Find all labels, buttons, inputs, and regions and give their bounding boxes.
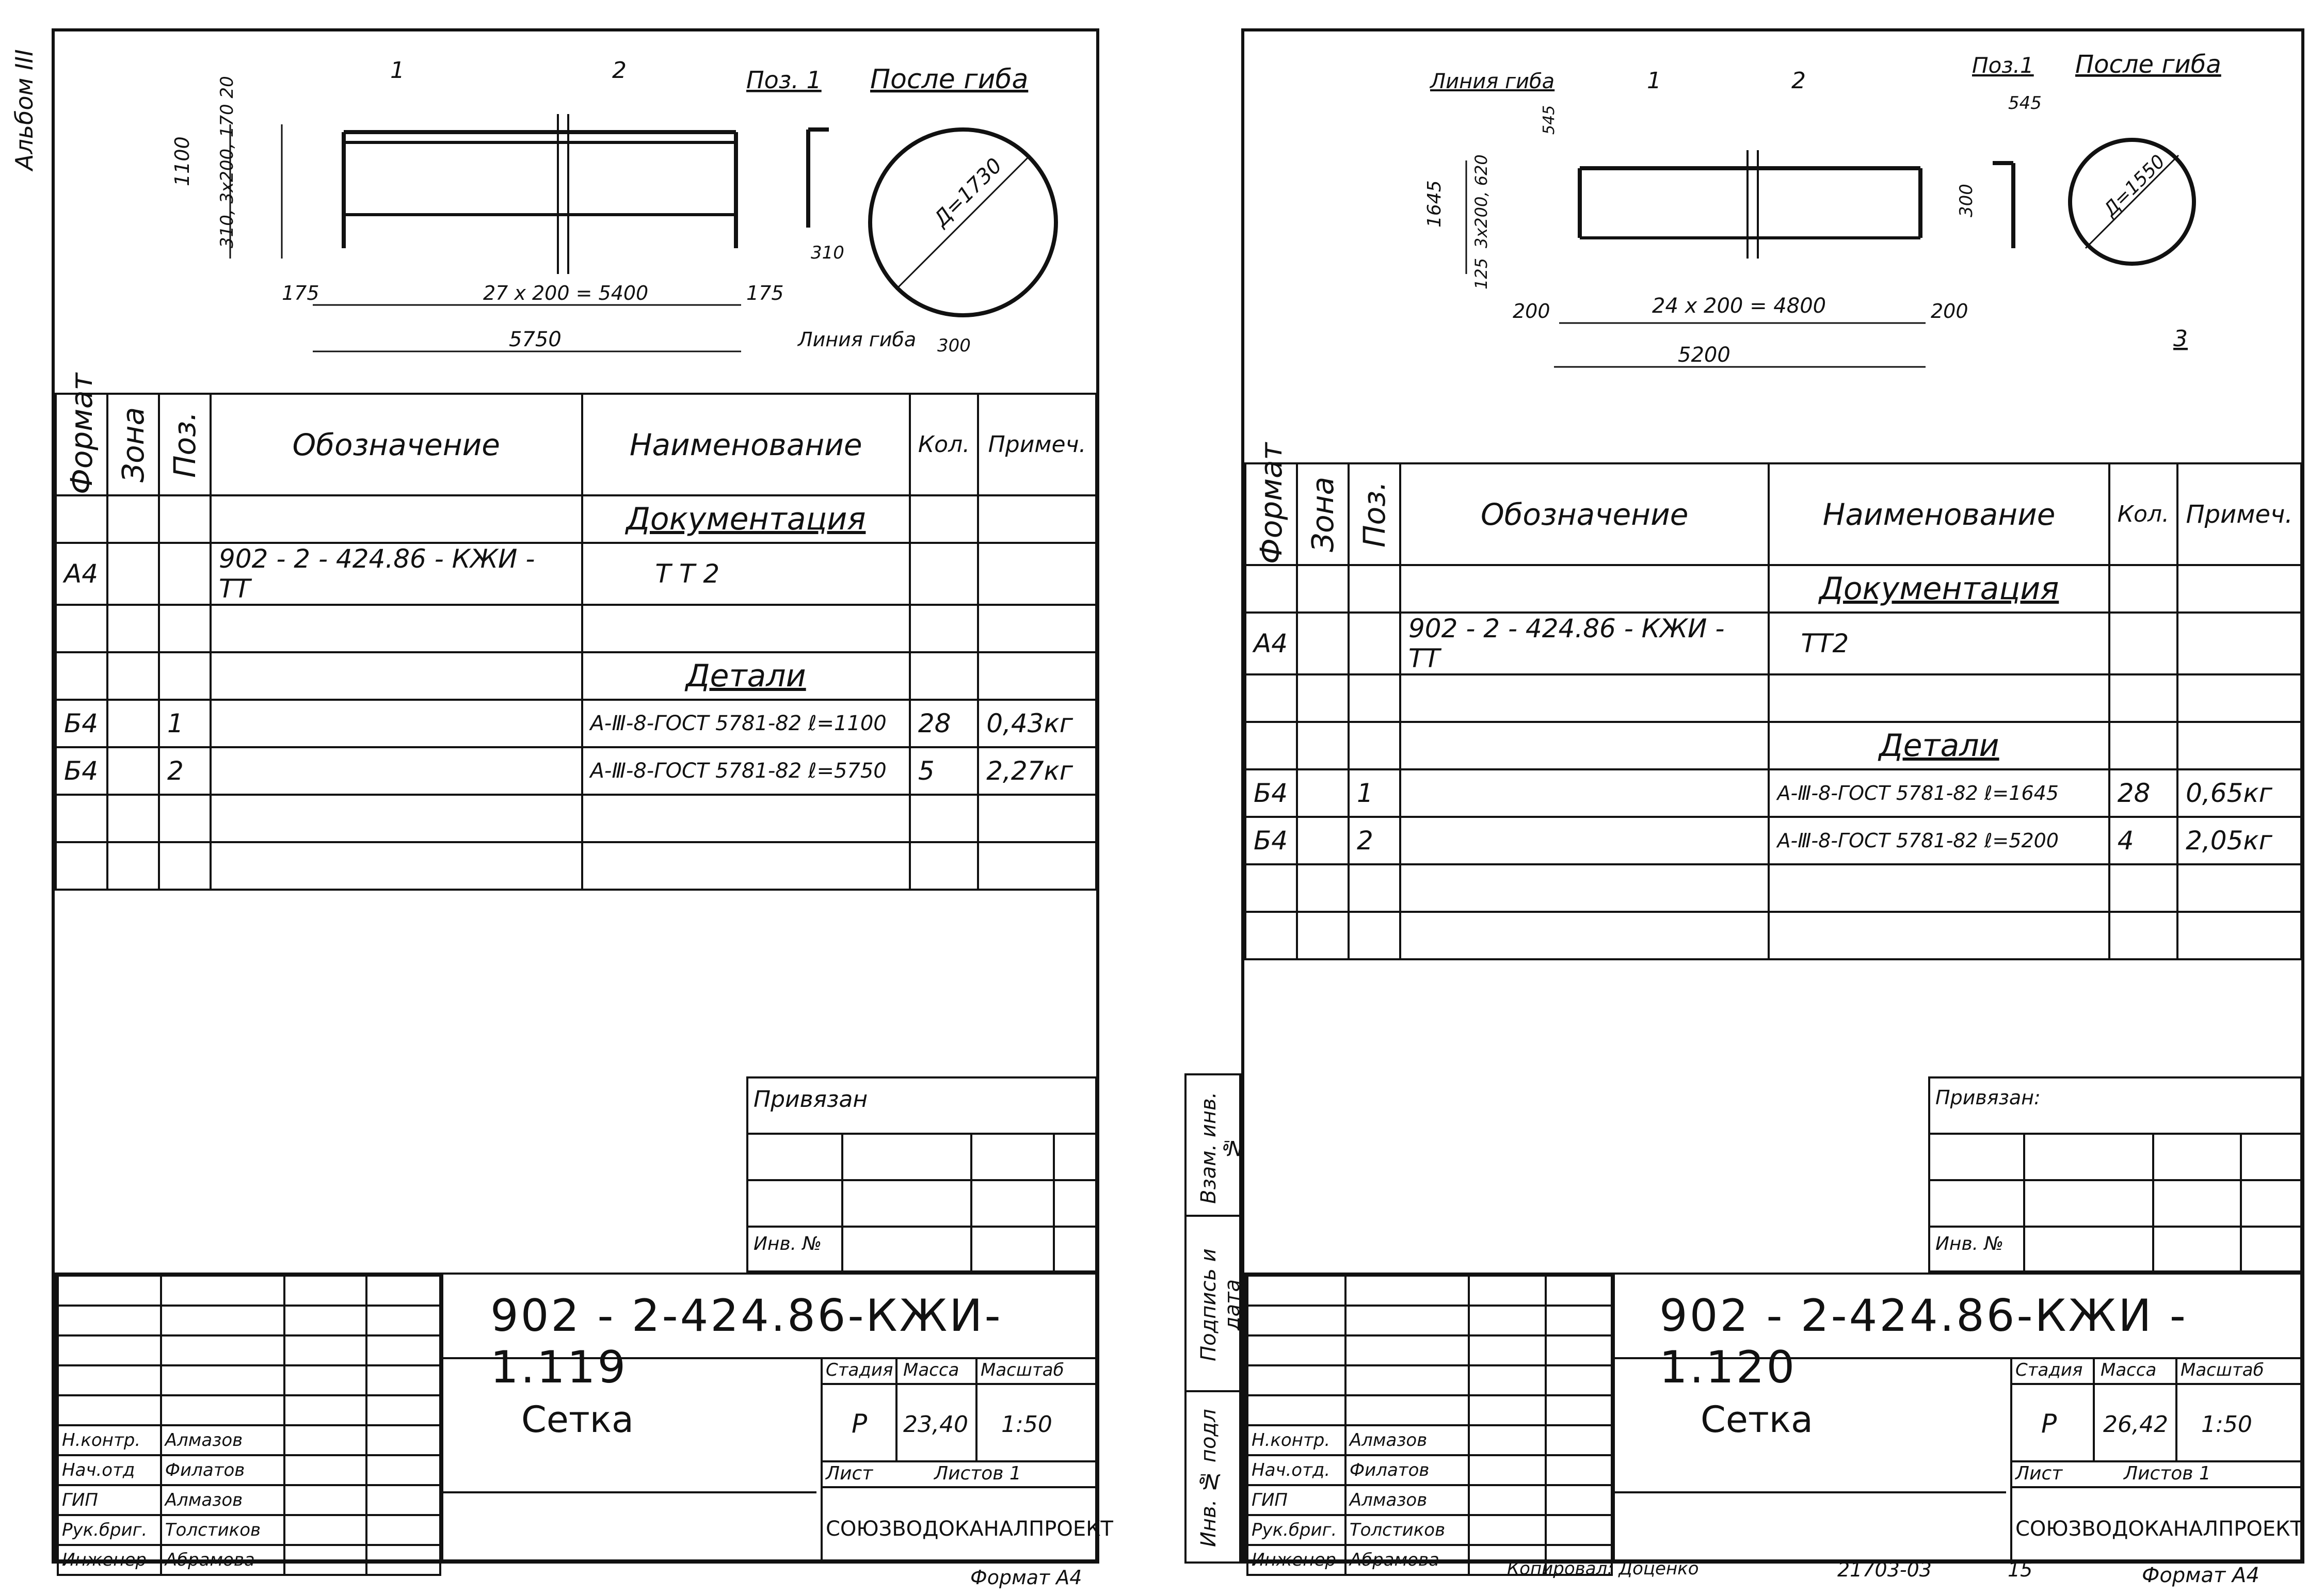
col-pos: Поз. [1349, 463, 1400, 565]
left-signature-table: Н.контр. Алмазов Нач.отд Филатов ГИП Алмазов Рук.бриг. Толстиков Инженер Абрамова [57, 1275, 441, 1576]
privyazan-label: Привязан: [1935, 1086, 2041, 1109]
scale-value: 1:50 [1001, 1411, 1052, 1438]
dim-total: 5200 [1678, 343, 1730, 367]
doc-designation: 902 - 2 - 424.86 - КЖИ - ТТ [1400, 613, 1769, 674]
bend-line-label: Линия гиба [1430, 70, 1555, 93]
doc-number: 902 - 2-424.86-КЖИ - 1.120 [1659, 1290, 2188, 1393]
right-rebar-drawing [1244, 31, 2302, 465]
col-pos: Поз. [159, 394, 211, 495]
order-number: 21703-03 [1837, 1558, 1932, 1581]
table-row: Б4 2 А-Ⅲ-8-ГОСТ 5781-82 ℓ=5750 5 2,27кг [56, 747, 1096, 795]
mass-label: Масса [2101, 1360, 2157, 1380]
privyazan-box [746, 1076, 1097, 1273]
doc-number: 902 - 2-424.86-КЖИ- 1.119 [490, 1290, 1003, 1393]
pos1-label: Поз.1 [1972, 53, 2034, 78]
doc-format: А4 [1245, 613, 1297, 674]
stage-value: Р [2041, 1409, 2057, 1439]
dim-300: 300 [937, 335, 971, 356]
sheet-label: Лист [2015, 1463, 2063, 1484]
col-note: Примеч. [978, 394, 1096, 495]
mass-value: 26,42 [2103, 1411, 2168, 1438]
dim-200a: 200 [1513, 300, 1550, 323]
col-qty: Кол. [910, 394, 978, 495]
left-title-block [55, 1273, 1113, 1570]
dim-310: 310 [811, 243, 844, 263]
privyazan-box [1928, 1076, 2302, 1273]
section-docs: Документация [1769, 565, 2109, 613]
side-stamp-column [1184, 1073, 1244, 1564]
dim-300: 300 [1956, 184, 1977, 217]
after-bend-label: После гиба [2075, 50, 2221, 79]
side-label-inv: Инв. № подл [1197, 1409, 1221, 1547]
col-designation: Обозначение [211, 394, 582, 495]
dim-200b: 200 [1931, 300, 1968, 323]
dim-total: 5750 [509, 328, 562, 351]
diameter-label: Д=1550 [2099, 151, 2170, 221]
callout-1: 1 [390, 57, 405, 84]
stage-label: Стадия [2015, 1360, 2083, 1380]
left-sheet [52, 28, 1113, 1570]
left-format-label: Формат А4 [970, 1566, 1082, 1589]
section-docs: Документация [582, 495, 910, 543]
col-format: Формат [1245, 463, 1297, 565]
dim-175b: 175 [746, 282, 784, 304]
left-spec-table [55, 373, 1097, 891]
col-zone: Зона [1297, 463, 1349, 565]
inv-no-label: Инв. № [754, 1233, 822, 1254]
side-label-replace: Взам. инв. № [1197, 1091, 1244, 1204]
section-parts: Детали [1769, 722, 2109, 769]
callout-2: 2 [1791, 68, 1806, 94]
org-name: СОЮЗВОДОКАНАЛПРОЕКТ [2015, 1517, 2303, 1541]
dim-1645: 1645 [1424, 180, 1445, 228]
dim-545b: 545 [2008, 93, 2042, 114]
scale-value: 1:50 [2201, 1411, 2252, 1438]
inv-no-label: Инв. № [1935, 1233, 2004, 1254]
table-row: Б4 1 А-Ⅲ-8-ГОСТ 5781-82 ℓ=1645 28 0,65кг [1245, 769, 2301, 817]
callout-3: 3 [2173, 326, 2188, 352]
after-bend-label: После гиба [870, 64, 1029, 95]
dim-span: 27 x 200 = 5400 [483, 282, 649, 304]
org-name: СОЮЗВОДОКАНАЛПРОЕКТ [826, 1517, 1113, 1541]
col-note: Примеч. [2177, 463, 2301, 565]
callout-1: 1 [1647, 68, 1661, 94]
stage-label: Стадия [826, 1360, 893, 1380]
album-label: Альбом III [10, 49, 38, 170]
scale-label: Масштаб [981, 1360, 1064, 1380]
doc-name: ТТ2 [1769, 613, 2109, 674]
sheet-title: Сетка [1701, 1398, 1813, 1441]
col-format: Формат [56, 394, 107, 495]
col-name: Наименование [582, 394, 910, 495]
dim-175a: 175 [282, 282, 319, 304]
dim-1100: 1100 [171, 136, 194, 186]
sheets-label: Листов 1 [934, 1463, 1021, 1484]
page-number: 15 [2008, 1558, 2033, 1581]
section-parts: Детали [582, 652, 910, 700]
col-designation: Обозначение [1400, 463, 1769, 565]
col-zone: Зона [107, 394, 159, 495]
sheet-title: Сетка [521, 1398, 634, 1441]
sheets-label: Листов 1 [2124, 1463, 2211, 1484]
left-rebar-drawing [55, 31, 1097, 393]
doc-designation: 902 - 2 - 424.86 - КЖИ - ТТ [211, 543, 582, 605]
col-qty: Кол. [2109, 463, 2177, 565]
bend-line-label: Линия гиба [798, 328, 917, 351]
dim-545a: 545 [1540, 105, 1558, 135]
doc-format: А4 [56, 543, 107, 605]
dim-span: 24 x 200 = 4800 [1652, 294, 1826, 318]
table-row: Б4 2 А-Ⅲ-8-ГОСТ 5781-82 ℓ=5200 4 2,05кг [1245, 817, 2301, 864]
doc-name: Т Т 2 [582, 543, 910, 605]
pos1-label: Поз. 1 [746, 66, 822, 94]
side-label-signature: Подпись и дата [1197, 1248, 1244, 1362]
diameter-label: Д=1730 [929, 153, 1007, 232]
scale-label: Масштаб [2181, 1360, 2264, 1380]
callout-2: 2 [612, 57, 627, 84]
mass-label: Масса [903, 1360, 959, 1380]
copied-label: Копировал: Доценко [1507, 1558, 1699, 1579]
right-signature-table: Н.контр. Алмазов Нач.отд. Филатов ГИП Алмазов Рук.бриг. Толстиков Инженер Абрамова [1246, 1275, 1613, 1576]
sheet-label: Лист [826, 1463, 873, 1484]
dim-125: 125 [1471, 257, 1491, 289]
right-format-label: Формат А4 [2142, 1564, 2259, 1587]
right-spec-table [1244, 442, 2302, 960]
mass-value: 23,40 [903, 1411, 968, 1438]
dim-spacing: 3x200, 620 [1471, 154, 1491, 248]
dim-spacing: 310, 3x200, 170 20 [217, 76, 237, 248]
stage-value: Р [852, 1409, 868, 1439]
col-name: Наименование [1769, 463, 2109, 565]
privyazan-label: Привязан [754, 1086, 868, 1113]
table-row: Б4 1 А-Ⅲ-8-ГОСТ 5781-82 ℓ=1100 28 0,43кг [56, 700, 1096, 747]
